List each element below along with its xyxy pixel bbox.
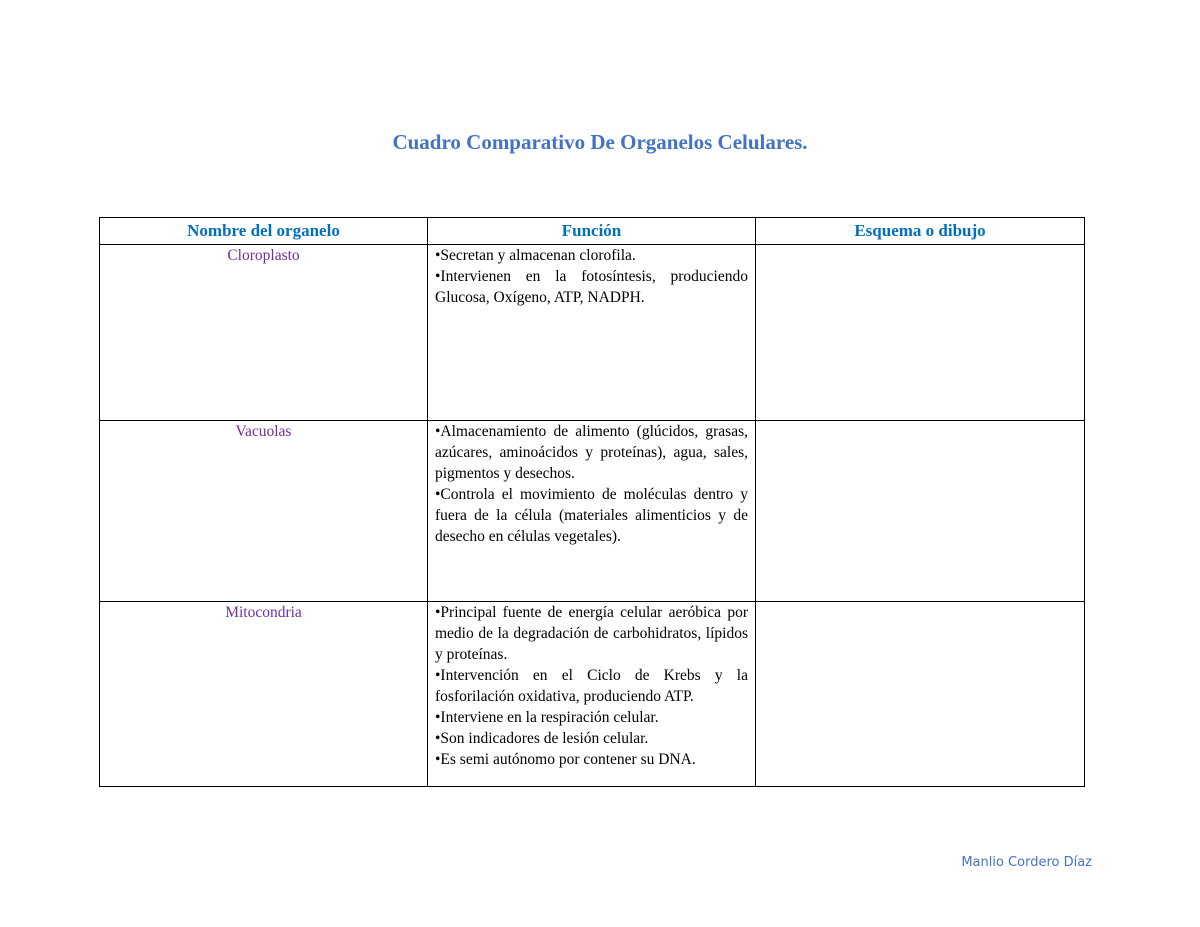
function-item: •Son indicadores de lesión celular. — [435, 730, 649, 747]
author-signature: Manlio Cordero Díaz — [961, 855, 1092, 870]
organelle-name: Cloroplasto — [100, 245, 428, 421]
function-item: •Principal fuente de energía celular aeróbica por medio de la degradación de carbohidratos, lípidos y proteínas. — [435, 604, 748, 663]
organelle-function — [428, 602, 756, 787]
header-schema: Esquema o dibujo — [756, 218, 1085, 245]
function-item: •Almacenamiento de alimento (glúcidos, grasas, azúcares, aminoácidos y proteínas), agua, sales, pigmentos y desechos. — [435, 423, 748, 482]
organelle-schema — [756, 602, 1085, 787]
organelle-name: Vacuolas — [100, 421, 428, 602]
table-row — [100, 421, 1085, 602]
comparison-table — [99, 217, 1085, 787]
function-item: •Controla el movimiento de moléculas dentro y fuera de la célula (materiales alimenticios y de desecho en células vegetales). — [435, 486, 748, 545]
organelle-name: Mitocondria — [100, 602, 428, 787]
organelle-schema — [756, 421, 1085, 602]
organelle-function — [428, 421, 756, 602]
function-item: •Interviene en la respiración celular. — [435, 709, 659, 726]
table-header-row — [100, 218, 1085, 245]
organelle-schema — [756, 245, 1085, 421]
function-item: •Secretan y almacenan clorofila. — [435, 247, 636, 264]
header-organelle-name: Nombre del organelo — [100, 218, 428, 245]
table-row — [100, 602, 1085, 787]
function-item: •Intervención en el Ciclo de Krebs y la fosforilación oxidativa, produciendo ATP. — [435, 667, 748, 705]
function-item: •Es semi autónomo por contener su DNA. — [435, 751, 696, 768]
organelle-function — [428, 245, 756, 421]
document-title: Cuadro Comparativo De Organelos Celulares. — [392, 130, 808, 154]
function-item: •Intervienen en la fotosíntesis, produciendo Glucosa, Oxígeno, ATP, NADPH. — [435, 268, 748, 306]
table-row — [100, 245, 1085, 421]
header-function: Función — [428, 218, 756, 245]
